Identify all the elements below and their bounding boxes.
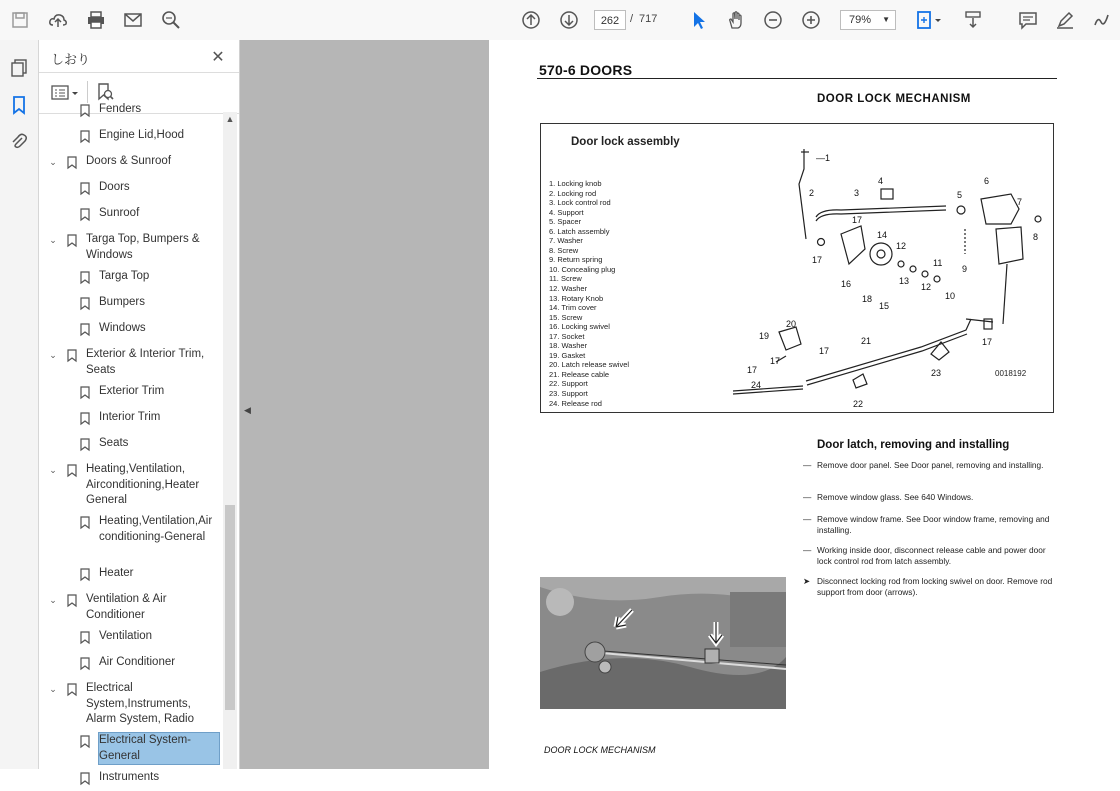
legend-item: 19. Gasket bbox=[549, 350, 586, 360]
upload-cloud-icon[interactable] bbox=[46, 8, 70, 32]
callout-19: 19 bbox=[759, 331, 770, 341]
exploded-lock-diagram bbox=[541, 124, 1055, 414]
bookmark-label: Doors bbox=[99, 181, 130, 193]
bookmark-icon bbox=[80, 568, 90, 581]
draw-sign-icon[interactable] bbox=[1090, 8, 1114, 32]
callout-13: 13 bbox=[899, 276, 910, 286]
bookmark-icon bbox=[67, 156, 77, 169]
page-footer: DOOR LOCK MECHANISM bbox=[544, 745, 656, 755]
bookmark-icon bbox=[80, 657, 90, 670]
bookmark-group[interactable] bbox=[39, 232, 223, 263]
callout-17e: 17 bbox=[770, 356, 781, 366]
callout-18: 18 bbox=[862, 294, 873, 304]
callout-17: 17 bbox=[812, 255, 823, 265]
zoom-level-select[interactable] bbox=[840, 10, 896, 30]
hand-tool-icon[interactable] bbox=[724, 8, 748, 32]
legend-item: 3. Lock control rod bbox=[549, 198, 611, 208]
bookmark-icon bbox=[67, 683, 77, 696]
legend-item: 15. Screw bbox=[549, 312, 583, 322]
callout-24: 24 bbox=[751, 380, 762, 390]
legend-item: 23. Support bbox=[549, 389, 588, 399]
bookmark-group[interactable] bbox=[39, 462, 223, 509]
bookmark-item[interactable] bbox=[39, 436, 223, 452]
legend-item: 18. Washer bbox=[549, 341, 588, 351]
chevron-down-icon[interactable]: ⌄ bbox=[49, 350, 57, 360]
attachments-icon[interactable] bbox=[7, 130, 31, 154]
legend-item: 12. Washer bbox=[549, 284, 588, 294]
callout-5: 5 bbox=[957, 190, 963, 200]
print-icon[interactable] bbox=[84, 8, 108, 32]
bookmark-group[interactable] bbox=[39, 347, 223, 378]
toolbar-divider bbox=[87, 81, 88, 103]
bookmark-item[interactable] bbox=[39, 384, 223, 400]
close-icon[interactable]: ✕ bbox=[211, 49, 225, 66]
legend-item: 1. Locking knob bbox=[549, 179, 602, 188]
bookmark-icon bbox=[80, 735, 90, 748]
callout-14: 14 bbox=[877, 230, 888, 240]
bookmark-item[interactable] bbox=[39, 566, 223, 582]
callout-17d: 17 bbox=[819, 346, 830, 356]
callout-17b: 17 bbox=[852, 215, 863, 225]
legend-item: 7. Washer bbox=[549, 236, 583, 246]
chevron-down-icon[interactable]: ⌄ bbox=[49, 465, 57, 475]
bookmark-item[interactable] bbox=[39, 295, 223, 311]
bookmark-label: Targa Top bbox=[99, 270, 150, 282]
bookmark-icon bbox=[67, 349, 77, 362]
bookmark-label: Heating,Ventilation,Air conditioning-General bbox=[99, 515, 213, 543]
legend-item: 20. Latch release swivel bbox=[549, 360, 630, 370]
bookmark-label: Air Conditioner bbox=[99, 656, 176, 668]
bookmark-label: Heating,Ventilation, Airconditioning,Heater General bbox=[86, 463, 200, 506]
callout-17c: 17 bbox=[982, 337, 993, 347]
bookmark-group[interactable] bbox=[39, 154, 223, 170]
legend-item: 11. Screw bbox=[549, 274, 582, 284]
bookmark-item[interactable] bbox=[39, 128, 223, 144]
bookmark-label: Ventilation bbox=[99, 630, 153, 642]
collapse-panel-icon[interactable]: ◀ bbox=[244, 405, 251, 415]
bookmark-icon bbox=[80, 271, 90, 284]
legend-item: 22. Support bbox=[549, 379, 588, 389]
step-text: Remove door panel. See Door panel, removing and installing. bbox=[817, 460, 1044, 470]
section-title: 570-6 DOORS bbox=[539, 62, 633, 78]
bookmark-item[interactable] bbox=[39, 206, 223, 222]
search-icon[interactable] bbox=[159, 8, 183, 32]
bookmark-item[interactable] bbox=[39, 269, 223, 285]
chevron-down-icon[interactable]: ⌄ bbox=[49, 595, 57, 605]
bookmark-label: Doors & Sunroof bbox=[86, 155, 172, 167]
page-total: 717 bbox=[639, 13, 658, 25]
callout-22: 22 bbox=[853, 399, 864, 409]
highlight-pen-icon[interactable] bbox=[1053, 8, 1077, 32]
callout-16: 16 bbox=[841, 279, 852, 289]
bookmark-group[interactable] bbox=[39, 592, 223, 623]
step-text: Disconnect locking rod from locking swivel on door. Remove rod support from door (arrows). bbox=[817, 576, 1053, 597]
zoom-in-icon[interactable] bbox=[799, 8, 823, 32]
door-lock-figure bbox=[540, 123, 1054, 413]
save-icon[interactable] bbox=[8, 8, 32, 32]
bookmark-icon bbox=[67, 594, 77, 607]
step-text: Remove window frame. See Door window frame, removing and installing. bbox=[817, 514, 1050, 535]
step-marker: — bbox=[803, 514, 812, 524]
callout-15: 15 bbox=[879, 301, 890, 311]
callout-17f: 17 bbox=[747, 365, 758, 375]
step-text: Remove window glass. See 640 Windows. bbox=[817, 492, 974, 502]
bookmark-item[interactable] bbox=[39, 655, 223, 671]
bookmarks-panel bbox=[39, 40, 240, 783]
legend-item: 4. Support bbox=[549, 207, 584, 217]
callout-10: 10 bbox=[945, 291, 956, 301]
callout-2: 2 bbox=[809, 188, 815, 198]
step-marker: ➤ bbox=[803, 576, 810, 586]
section-rule bbox=[537, 78, 1057, 79]
bookmark-icon bbox=[80, 323, 90, 336]
main-toolbar bbox=[0, 0, 1120, 41]
bookmark-label: Instruments bbox=[99, 771, 160, 783]
find-bookmark-icon[interactable] bbox=[95, 82, 117, 104]
page-fit-icon[interactable] bbox=[913, 8, 945, 32]
chevron-down-icon[interactable]: ⌄ bbox=[49, 235, 57, 245]
bookmark-label: Electrical System,Instruments, Alarm System, Radio bbox=[86, 682, 195, 725]
legend-item: 6. Latch assembly bbox=[549, 226, 610, 236]
bookmark-label: Engine Lid,Hood bbox=[99, 129, 185, 141]
bookmark-icon bbox=[67, 234, 77, 247]
next-page-icon[interactable] bbox=[557, 8, 581, 32]
bookmark-label: Electrical System-General bbox=[99, 733, 219, 764]
bookmark-label: Sunroof bbox=[99, 207, 140, 219]
callout-20: 20 bbox=[786, 319, 797, 329]
door-interior-photo bbox=[540, 577, 786, 709]
step-marker: — bbox=[803, 460, 812, 470]
legend-item: 8. Screw bbox=[549, 245, 579, 255]
bookmark-item[interactable] bbox=[39, 514, 223, 561]
bookmark-item[interactable] bbox=[39, 321, 223, 337]
panel-title: しおり bbox=[51, 52, 91, 67]
bookmark-item[interactable] bbox=[39, 410, 223, 426]
callout-9: 9 bbox=[962, 264, 968, 274]
door-photo-image bbox=[540, 577, 786, 709]
bookmark-item[interactable] bbox=[39, 733, 223, 764]
pdf-page bbox=[489, 40, 1120, 769]
zoom-out-icon[interactable] bbox=[761, 8, 785, 32]
legend-item: 10. Concealing plug bbox=[549, 264, 616, 274]
procedure-heading: Door latch, removing and installing bbox=[817, 439, 1010, 451]
legend-item: 21. Release cable bbox=[549, 369, 610, 379]
bookmark-icon bbox=[80, 438, 90, 451]
step-text: Working inside door, disconnect release cable and power door lock control rod from latch assembly. bbox=[817, 545, 1046, 566]
legend-item: 9. Return spring bbox=[549, 255, 603, 265]
callout-11: 11 bbox=[933, 258, 943, 268]
page-separator: / bbox=[630, 13, 634, 25]
bookmarks-panel-icon[interactable] bbox=[7, 93, 31, 117]
legend-item: 13. Rotary Knob bbox=[549, 293, 604, 303]
scroll-up-icon[interactable]: ▲ bbox=[225, 114, 235, 124]
legend-item: 16. Locking swivel bbox=[549, 322, 610, 332]
bookmark-label: Exterior Trim bbox=[99, 385, 165, 397]
legend-item: 14. Trim cover bbox=[549, 303, 597, 313]
bookmark-options-icon[interactable] bbox=[51, 83, 81, 103]
callout-3: 3 bbox=[854, 188, 860, 198]
bookmark-tree bbox=[39, 103, 223, 783]
callout-23: 23 bbox=[931, 368, 942, 378]
callout-21: 21 bbox=[861, 336, 872, 346]
chevron-down-icon[interactable]: ⌄ bbox=[49, 684, 57, 694]
bookmark-item[interactable] bbox=[39, 770, 223, 786]
bookmark-label: Bumpers bbox=[99, 296, 146, 308]
bookmark-group[interactable] bbox=[39, 681, 223, 728]
bookmark-icon bbox=[80, 516, 90, 529]
scroll-mode-icon[interactable] bbox=[961, 8, 985, 32]
callout-7: 7 bbox=[1017, 197, 1023, 207]
callout-6: 6 bbox=[984, 176, 990, 186]
bookmark-item[interactable] bbox=[39, 629, 223, 645]
bookmark-icon bbox=[80, 104, 90, 117]
step-marker: — bbox=[803, 545, 812, 555]
navigation-rail bbox=[0, 40, 39, 769]
bookmark-label: Ventilation & Air Conditioner bbox=[86, 593, 167, 621]
callout-12: 12 bbox=[896, 241, 907, 251]
bookmark-label: Seats bbox=[99, 437, 129, 449]
legend-item: 24. Release rod bbox=[549, 398, 602, 408]
page-thumbnails-icon[interactable] bbox=[7, 56, 31, 80]
callout-12b: 12 bbox=[921, 282, 932, 292]
legend-item: 17. Socket bbox=[549, 331, 585, 341]
callout-8: 8 bbox=[1033, 232, 1039, 242]
callout-4: 4 bbox=[878, 176, 884, 186]
step-marker: — bbox=[803, 492, 812, 502]
chevron-down-icon: ▼ bbox=[882, 15, 890, 24]
bookmark-icon bbox=[80, 386, 90, 399]
page-heading: DOOR LOCK MECHANISM bbox=[817, 93, 971, 105]
page-number-input[interactable]: 262 bbox=[594, 10, 626, 30]
bookmark-label: Targa Top, Bumpers & Windows bbox=[86, 233, 200, 261]
legend-item: 5. Spacer bbox=[549, 217, 582, 227]
bookmark-icon bbox=[80, 208, 90, 221]
bookmark-icon bbox=[80, 772, 90, 785]
email-icon[interactable] bbox=[121, 8, 145, 32]
bookmark-icon bbox=[80, 412, 90, 425]
panel-scrollbar-thumb[interactable] bbox=[225, 505, 235, 710]
figure-title: Door lock assembly bbox=[571, 136, 680, 148]
select-cursor-icon[interactable] bbox=[687, 8, 711, 32]
bookmark-icon bbox=[80, 631, 90, 644]
bookmark-icon bbox=[80, 297, 90, 310]
zoom-level-value: 79% bbox=[849, 14, 872, 26]
bookmark-label: Exterior & Interior Trim, Seats bbox=[86, 348, 205, 376]
bookmark-icon bbox=[67, 464, 77, 477]
bookmark-label: Interior Trim bbox=[99, 411, 161, 423]
legend-item: 2. Locking rod bbox=[549, 188, 597, 198]
previous-page-icon[interactable] bbox=[519, 8, 543, 32]
bookmark-item[interactable] bbox=[39, 180, 223, 196]
comment-icon[interactable] bbox=[1016, 8, 1040, 32]
callout-1: —1 bbox=[816, 153, 831, 163]
bookmark-label: Windows bbox=[99, 322, 146, 334]
figure-code: 0018192 bbox=[995, 369, 1027, 378]
bookmark-icon bbox=[80, 182, 90, 195]
bookmark-label: Fenders bbox=[99, 103, 142, 115]
bookmark-icon bbox=[80, 130, 90, 143]
chevron-down-icon[interactable]: ⌄ bbox=[49, 157, 57, 167]
bookmark-item[interactable] bbox=[39, 102, 223, 118]
bookmark-label: Heater bbox=[99, 567, 134, 579]
